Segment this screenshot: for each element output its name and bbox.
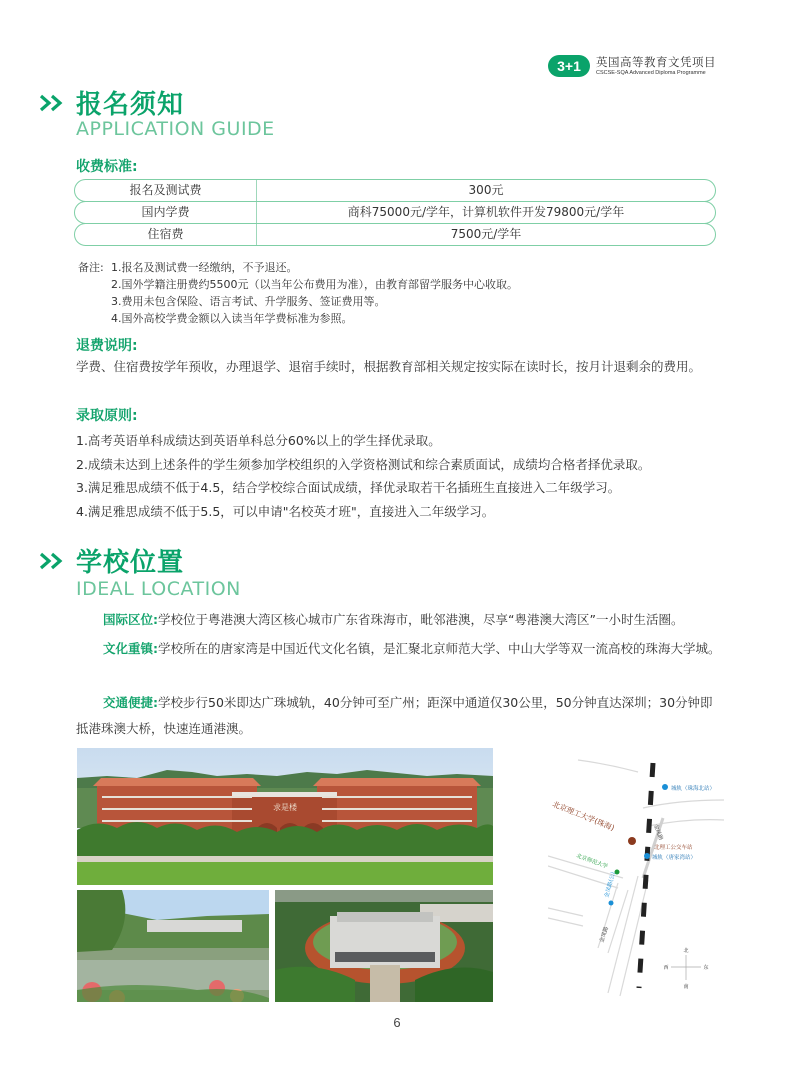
fees-heading: 收费标准: (76, 159, 138, 175)
map-label-station-tangjiawan: 城轨（唐家湾站） (652, 855, 697, 861)
section-header-location (38, 542, 184, 579)
location-text: 学校位于粤港澳大湾区核心城市广东省珠海市，毗邻港澳，尽享“粤港澳大湾区”一小时生活圈。 (158, 612, 684, 627)
location-text: 学校步行50米即达广珠城轨，40分钟可至广州；距深中通道仅30公里，50分钟直达深圳；30分钟即抵港珠澳大桥，快速连通港澳。 (76, 695, 713, 736)
location-paragraph (76, 607, 721, 633)
program-brand (548, 55, 716, 77)
location-paragraph (76, 636, 721, 662)
program-name-en: CSCSE-SQA Advanced Diploma Programme (596, 69, 706, 76)
note-item: 3.费用未包含保险、语言考试、升学服务、签证费用等。 (111, 295, 386, 308)
compass-icon (663, 947, 708, 990)
admission-item: 3.满足雅思成绩不低于4.5，结合学校综合面试成绩，择优录取若干名插班生直接进入二年级学习。 (76, 480, 621, 495)
admission-item: 2.成绩未达到上述条件的学生须参加学校组织的入学资格测试和综合素质面试，成绩均合格者择优录取。 (76, 456, 651, 472)
location-paragraph (76, 690, 721, 742)
building-sign: 求是楼 (273, 803, 297, 812)
refund-text: 学费、住宿费按学年预收，办理退学、退宿手续时，根据教育部相关规定按实际在读时长，按月计退剩余的费用。 (76, 359, 702, 374)
fee-value: 300元 (468, 183, 504, 197)
notes-label: 备注: (78, 261, 104, 274)
admission-heading: 录取原则: (76, 408, 138, 424)
fee-notes (78, 259, 518, 327)
campus-lake-photo (77, 890, 269, 1002)
location-text: 学校所在的唐家湾是中国近代文化名镇，是汇聚北京师范大学、中山大学等双一流高校的珠海大学城。 (158, 641, 721, 656)
campus-building-photo (77, 748, 493, 885)
note-item: 1.报名及测试费一经缴纳，不予退还。 (111, 261, 298, 274)
program-name-cn: 英国高等教育文凭项目 (596, 54, 716, 69)
svg-text:西: 西 (663, 965, 669, 971)
location-key: 国际区位: (103, 612, 158, 627)
svg-text:东: 东 (703, 965, 709, 971)
section-title: 报名须知 (76, 90, 185, 120)
map-label-road-blue: 金凤路(公) (604, 871, 617, 899)
page-number: 6 (393, 1015, 401, 1030)
location-key: 交通便捷: (103, 695, 158, 710)
map-label-bit: 北京理工大学(珠海) (551, 799, 616, 833)
note-item: 4.国外高校学费金额以入读当年学费标准为参照。 (111, 312, 353, 325)
program-name (596, 56, 716, 77)
fee-row (74, 179, 716, 202)
section-title-en: IDEAL LOCATION (76, 578, 241, 600)
section-header-application (38, 84, 184, 121)
campus-library-photo (275, 890, 493, 1002)
map-label-station-north: 城轨（珠海北站） (671, 786, 716, 792)
map-label-bnu: 北京师范大学 (575, 853, 609, 871)
fee-value: 商科75000元/学年，计算机软件开发79800元/学年 (347, 205, 625, 219)
svg-text:南: 南 (683, 984, 689, 990)
fee-row (74, 201, 716, 224)
admission-item: 1.高考英语单科成绩达到英语单科总分60%以上的学生择优录取。 (76, 433, 441, 448)
section-title-en: APPLICATION GUIDE (76, 118, 275, 140)
location-map (548, 748, 724, 1000)
program-badge: 3+1 (548, 55, 590, 77)
fee-label: 国内学费 (75, 202, 257, 223)
fee-label: 报名及测试费 (75, 180, 257, 201)
fee-table (74, 179, 716, 245)
note-item: 2.国外学籍注册费约5500元（以当年公布费用为准），由教育部留学服务中心收取。 (111, 278, 518, 291)
admission-item: 4.满足雅思成绩不低于5.5，可以申请"名校英才班"，直接进入二年级学习。 (76, 503, 495, 519)
section-title: 学校位置 (76, 548, 185, 578)
admission-list (76, 429, 721, 523)
double-chevron-icon (38, 93, 66, 113)
map-label-road: 金凤路 (652, 823, 664, 842)
refund-heading: 退费说明: (76, 338, 138, 354)
fee-label: 住宿费 (75, 224, 257, 245)
map-label-road-2: 金凤路 (599, 926, 611, 944)
fee-value: 7500元/学年 (450, 227, 522, 241)
double-chevron-icon (38, 551, 66, 571)
map-label-bus-stop: 北理工公交车站 (654, 845, 693, 851)
fee-row (74, 223, 716, 246)
location-key: 文化重镇: (103, 641, 158, 656)
svg-text:北: 北 (683, 948, 689, 954)
